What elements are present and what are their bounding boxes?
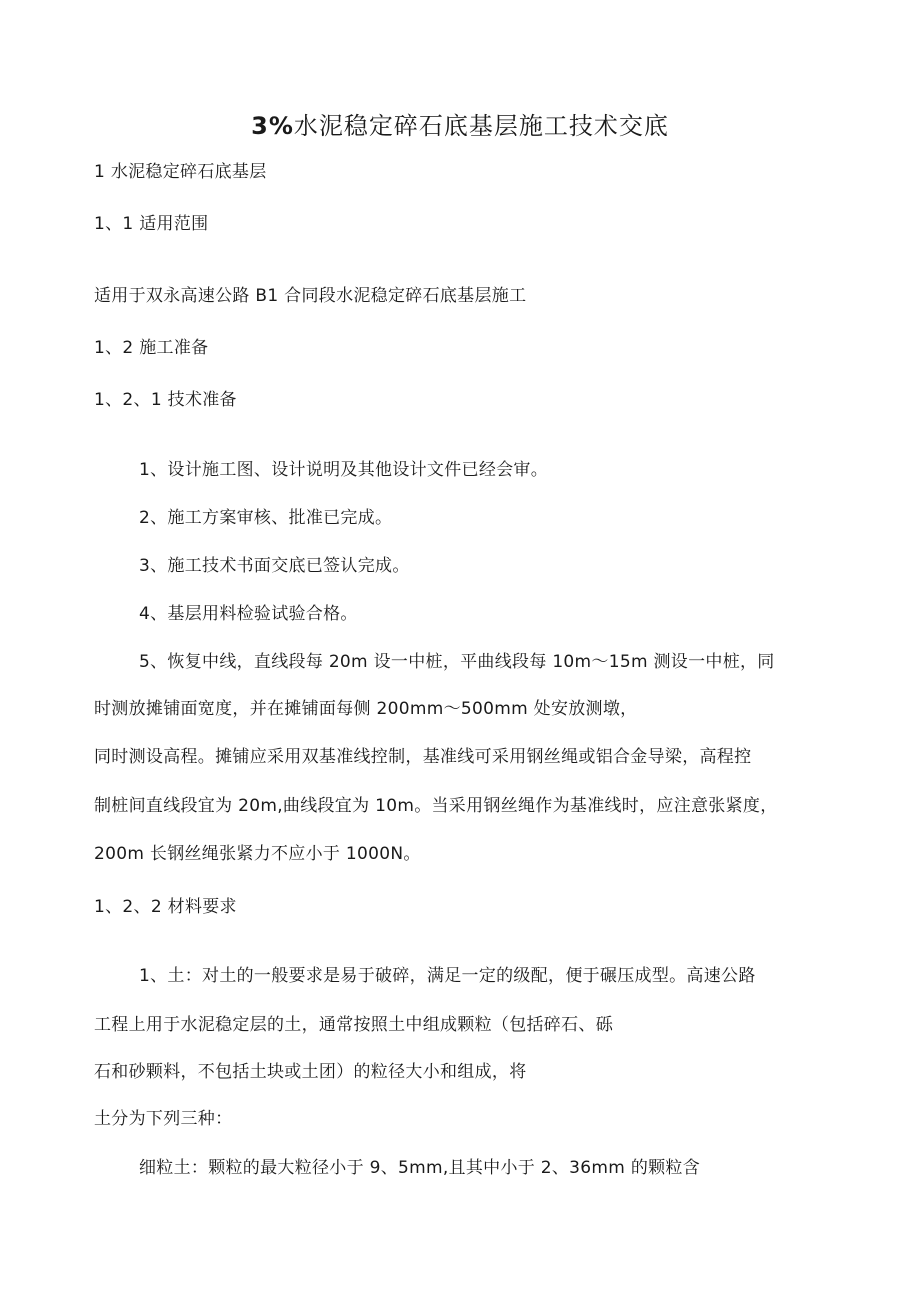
paragraph-line: 石和砂颗料，不包括土块或土团）的粒径大小和组成，将 (94, 1062, 527, 1082)
list-item: 1、土：对土的一般要求是易于破碎，满足一定的级配，便于碾压成型。高速公路 (139, 966, 756, 986)
subsection-heading: 1、2 施工准备 (94, 338, 209, 358)
subsection-heading: 1、2、2 材料要求 (94, 897, 237, 917)
paragraph-line: 适用于双永高速公路 B1 合同段水泥稳定碎石底基层施工 (94, 286, 527, 306)
title-prefix: 3% (251, 112, 294, 140)
list-item: 2、施工方案审核、批准已完成。 (139, 508, 393, 528)
paragraph-line: 时测放摊铺面宽度，并在摊铺面每侧 200mm〜500mm 处安放测墩， (94, 699, 638, 719)
subsection-heading: 1、2、1 技术准备 (94, 390, 237, 410)
title-main: 水泥稳定碎石底基层施工技术交底 (293, 112, 669, 140)
list-item: 4、基层用料检验试验合格。 (139, 604, 358, 624)
paragraph-line: 细粒土：颗粒的最大粒径小于 9、5mm,且其中小于 2、36mm 的颗粒含 (139, 1158, 701, 1178)
list-item: 1、设计施工图、设计说明及其他设计文件已经会审。 (139, 460, 549, 480)
paragraph-line: 同时测设高程。摊铺应采用双基准线控制，基准线可采用钢丝绳或铝合金导梁，高程控 (94, 747, 752, 767)
paragraph-line: 土分为下列三种： (94, 1109, 233, 1129)
paragraph-line: 工程上用于水泥稳定层的土，通常按照土中组成颗粒（包括碎石、砾 (94, 1015, 613, 1035)
list-item: 5、恢复中线，直线段每 20m 设一中桩，平曲线段每 10m〜15m 测设一中桩，同 (139, 652, 775, 672)
section-heading: 1 水泥稳定碎石底基层 (94, 162, 267, 182)
paragraph-line: 制桩间直线段宜为 20m,曲线段宜为 10m。当采用钢丝绳作为基准线时，应注意张紧度， (94, 796, 778, 816)
list-item: 3、施工技术书面交底已签认完成。 (139, 556, 410, 576)
paragraph-line: 200m 长钢丝绳张紧力不应小于 1000N。 (94, 844, 421, 864)
document-title (0, 111, 920, 141)
subsection-heading: 1、1 适用范围 (94, 214, 209, 234)
